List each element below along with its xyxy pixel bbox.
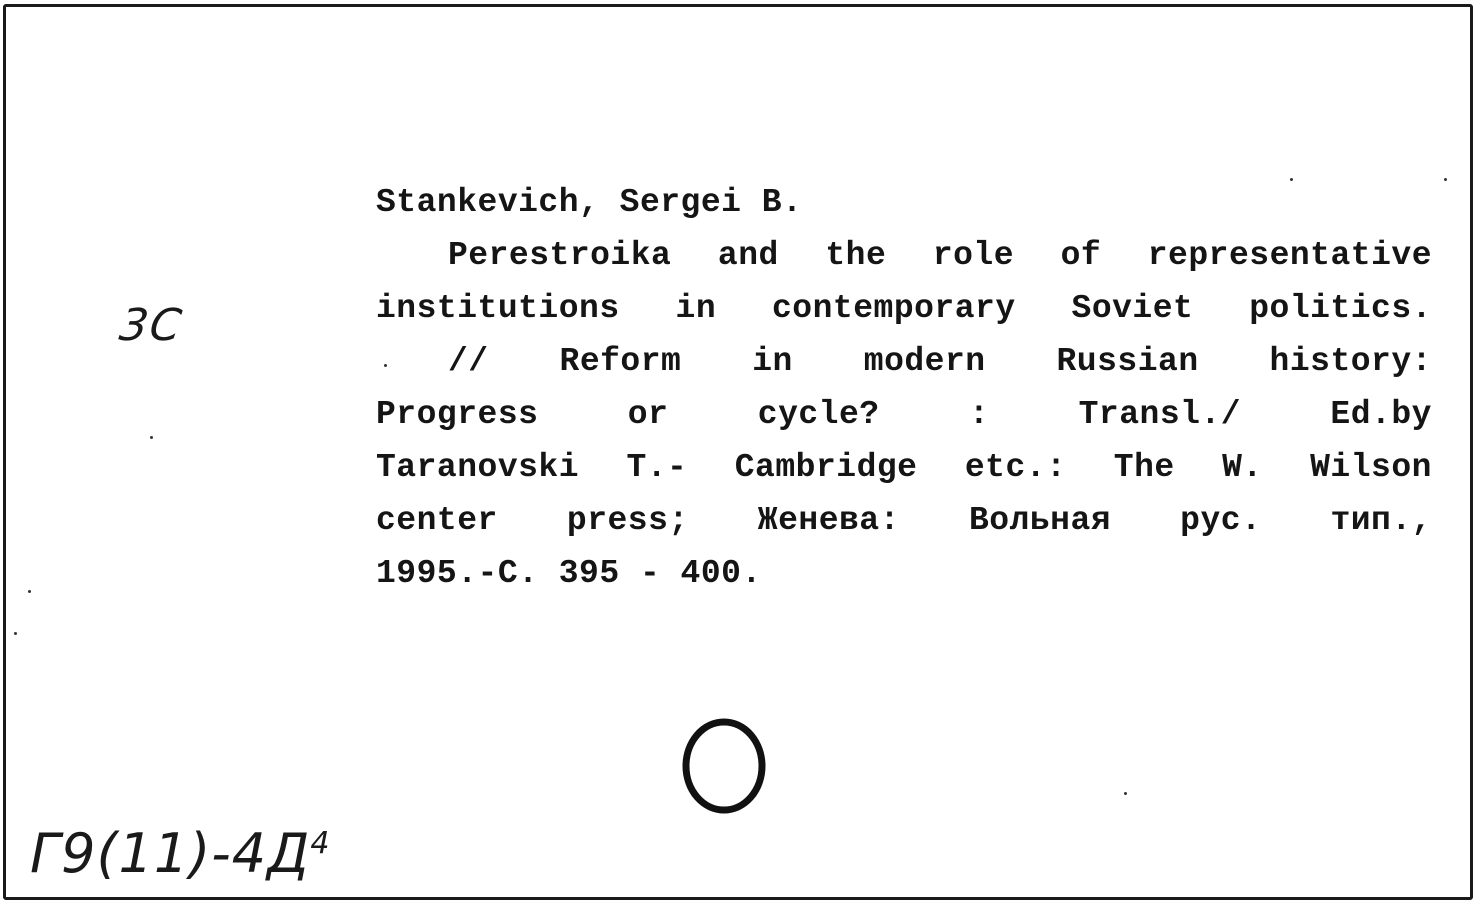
pages-line xyxy=(376,547,1432,600)
word: etc.: xyxy=(964,449,1067,486)
word: рус. xyxy=(1180,502,1262,539)
word: in xyxy=(675,290,717,327)
punch-hole-circle-icon xyxy=(680,716,770,816)
word: modern xyxy=(863,343,986,380)
scan-speck xyxy=(384,364,387,367)
word: Ed.by xyxy=(1330,396,1432,433)
word: Wilson xyxy=(1310,449,1432,486)
call-number-handwritten xyxy=(30,822,330,885)
word: role xyxy=(932,237,1015,274)
shelf-mark-handwritten: 3C xyxy=(116,300,187,351)
bibliographic-entry xyxy=(376,176,1432,600)
word: Женева: xyxy=(757,502,900,539)
scan-speck xyxy=(1290,178,1293,181)
source-line-4 xyxy=(376,494,1432,547)
call-number-text: Г9(11)-4Д xyxy=(30,822,311,885)
word: W. xyxy=(1222,449,1263,486)
word: politics. xyxy=(1249,290,1432,327)
word: тип., xyxy=(1330,502,1432,539)
title-line-2 xyxy=(376,282,1432,335)
word: contemporary xyxy=(772,290,1016,327)
word: Perestroika xyxy=(448,237,672,274)
word: in xyxy=(752,343,793,380)
word: of xyxy=(1060,237,1102,274)
source-line-2 xyxy=(376,388,1432,441)
word: representative xyxy=(1147,237,1432,274)
word: Вольная xyxy=(968,502,1112,539)
scan-speck xyxy=(1124,792,1127,795)
source-line-3 xyxy=(376,441,1432,494)
call-number-superscript: 4 xyxy=(310,826,331,861)
word: Taranovski xyxy=(376,449,580,486)
word: Reform xyxy=(559,343,682,380)
word: Cambridge xyxy=(734,449,918,486)
author-line xyxy=(376,176,1432,229)
word: press; xyxy=(566,502,689,539)
scan-speck xyxy=(14,632,17,635)
word: center xyxy=(376,502,498,539)
word: Russian xyxy=(1056,343,1199,380)
scan-speck xyxy=(1444,178,1447,181)
scan-speck xyxy=(28,590,31,593)
word: T.- xyxy=(626,449,688,486)
title-line-1 xyxy=(376,229,1432,282)
source-line-1 xyxy=(376,335,1432,388)
word: or xyxy=(627,396,669,433)
word: // xyxy=(448,343,489,380)
word: Soviet xyxy=(1071,290,1194,327)
scan-speck xyxy=(150,436,153,439)
word: cycle? xyxy=(757,396,880,433)
word: the xyxy=(825,237,887,274)
author-name: Stankevich, Sergei B. xyxy=(376,184,803,221)
word: and xyxy=(717,237,779,274)
word: institutions xyxy=(376,290,620,327)
pages-text: 1995.-С. 395 - 400. xyxy=(376,555,762,592)
word: history: xyxy=(1269,343,1432,380)
word: Progress xyxy=(376,396,539,433)
word: Transl./ xyxy=(1078,396,1242,433)
word: The xyxy=(1113,449,1175,486)
word: : xyxy=(968,396,990,433)
